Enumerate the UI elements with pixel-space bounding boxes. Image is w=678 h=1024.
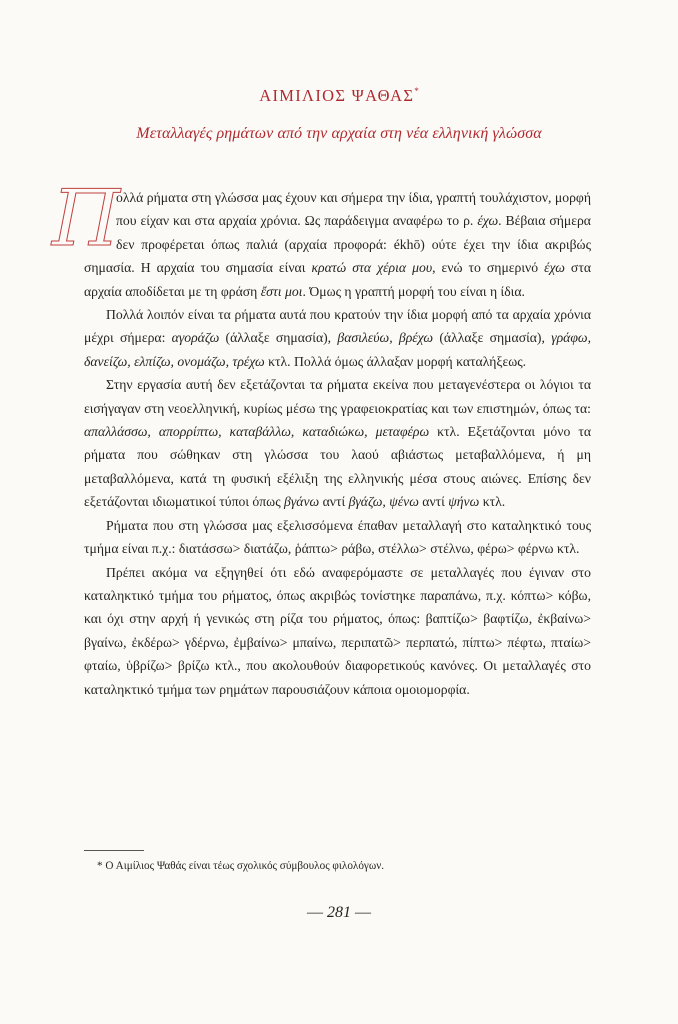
footnote: * Ο Αιμίλιος Ψαθάς είναι τέως σχολικός σύμβουλος φιλολόγων. (97, 860, 385, 872)
article-body (52, 174, 591, 701)
paragraph-2: Πολλά λοιπόν είναι τα ρήματα αυτά που κρατούν την ίδια μορφή από τα αρχαία χρόνια μέχρι σήμερα: αγοράζω (άλλαξε σημασία), βασιλεύω, βρέχω (άλλαξε σημασία), γράφω, δανείζω, ελπίζω, ονομάζω, τρέχω κτλ. Πολλά όμως άλλαξαν μορφή καταλήξεως. (84, 307, 591, 369)
author-name: ΑΙΜΙΛΙΟΣ ΨΑΘΑΣ* (259, 86, 419, 105)
author-footnote-mark: * (414, 86, 419, 96)
paragraph-1: Π ολλά ρήματα στη γλώσσα μας έχουν και σήμερα την ίδια, γραπτή τουλάχιστον, μορφή που είχαν και στα αρχαία χρόνια. Ως παράδειγμα αναφέρω το ρ. έχω. Βέβαια σήμερα δεν προφέρεται όπως παλιά (αρχαία προφορά: ékhō) ούτε έχει την ίδια ακριβώς σημασία. Η αρχαία του σημασία είναι κρατώ στα χέρια μου, ενώ το σημερινό έχω στα αρχαία αποδίδεται με τη φράση ἔστι μοι. Όμως η γραπτή μορφή του είναι η ίδια. (52, 174, 591, 299)
paragraph-5: Πρέπει ακόμα να εξηγηθεί ότι εδώ αναφερόμαστε σε μεταλλαγές που έγιναν στο καταληκτικό τμήμα του ρήματος, όπως ακριβώς τονίστηκε παραπάνω, π.χ. κόπτω> κόβω, και όχι στην αρχή ή γενικώς στη ρίζα του ρήματος, όπως: βαπτίζω> βαφτίζω, ἐκβαίνω> βγαίνω, ἐκδέρω> γδέρνω, ἐμβαίνω> μπαίνω, περιπατῶ> περπατώ, πίπτω> πέφτω, πταίω> φταίω, ὑβρίζω> βρίζω κτλ., που ακολουθούν διαφορετικούς κανόνες. Οι μεταλλαγές στο καταληκτικό τμήμα των ρημάτων παρουσιάζουν κάποια ομοιομορφία. (84, 564, 591, 697)
footnote-divider (84, 850, 144, 851)
drop-cap: Π (52, 174, 121, 264)
paragraph-4: Ρήματα που στη γλώσσα μας εξελισσόμενα έπαθαν μεταλλαγή στο καταληκτικό τους τμήμα είναι π.χ.: διατάσσω> διατάζω, ῥάπτω> ράβω, στέλλω> στέλνω, φέρω> φέρνω κτλ. (84, 517, 591, 557)
article-title: Μεταλλαγές ρημάτων από την αρχαία στη νέα ελληνική γλώσσα (136, 125, 542, 142)
paragraph-3: Στην εργασία αυτή δεν εξετάζονται τα ρήματα εκείνα που μεταγενέστερα οι λόγιοι τα εισήγαγαν στη νεοελληνική, κυρίως μέσω της γραφειοκρατίας και των επιστημών, όπως τα: απαλλάσσω, απορρίπτω, καταβάλλω, καταδιώκω, μεταφέρω κτλ. Εξετάζονται μόνο τα ρήματα που σώθηκαν στη γλώσσα του λαού αβιάστως μεταβαλλόμενα, ή μη μεταβαλλόμενα, κατά τη φυσική εξέλιξη της ελληνικής μέσα στους αιώνες. Επίσης δεν εξετάζονται ιδιωματικοί τύποι όπως βγάνω αντί βγάζω, ψένω αντί ψήνω κτλ. (84, 377, 591, 510)
page-number: — 281 — (307, 904, 371, 921)
